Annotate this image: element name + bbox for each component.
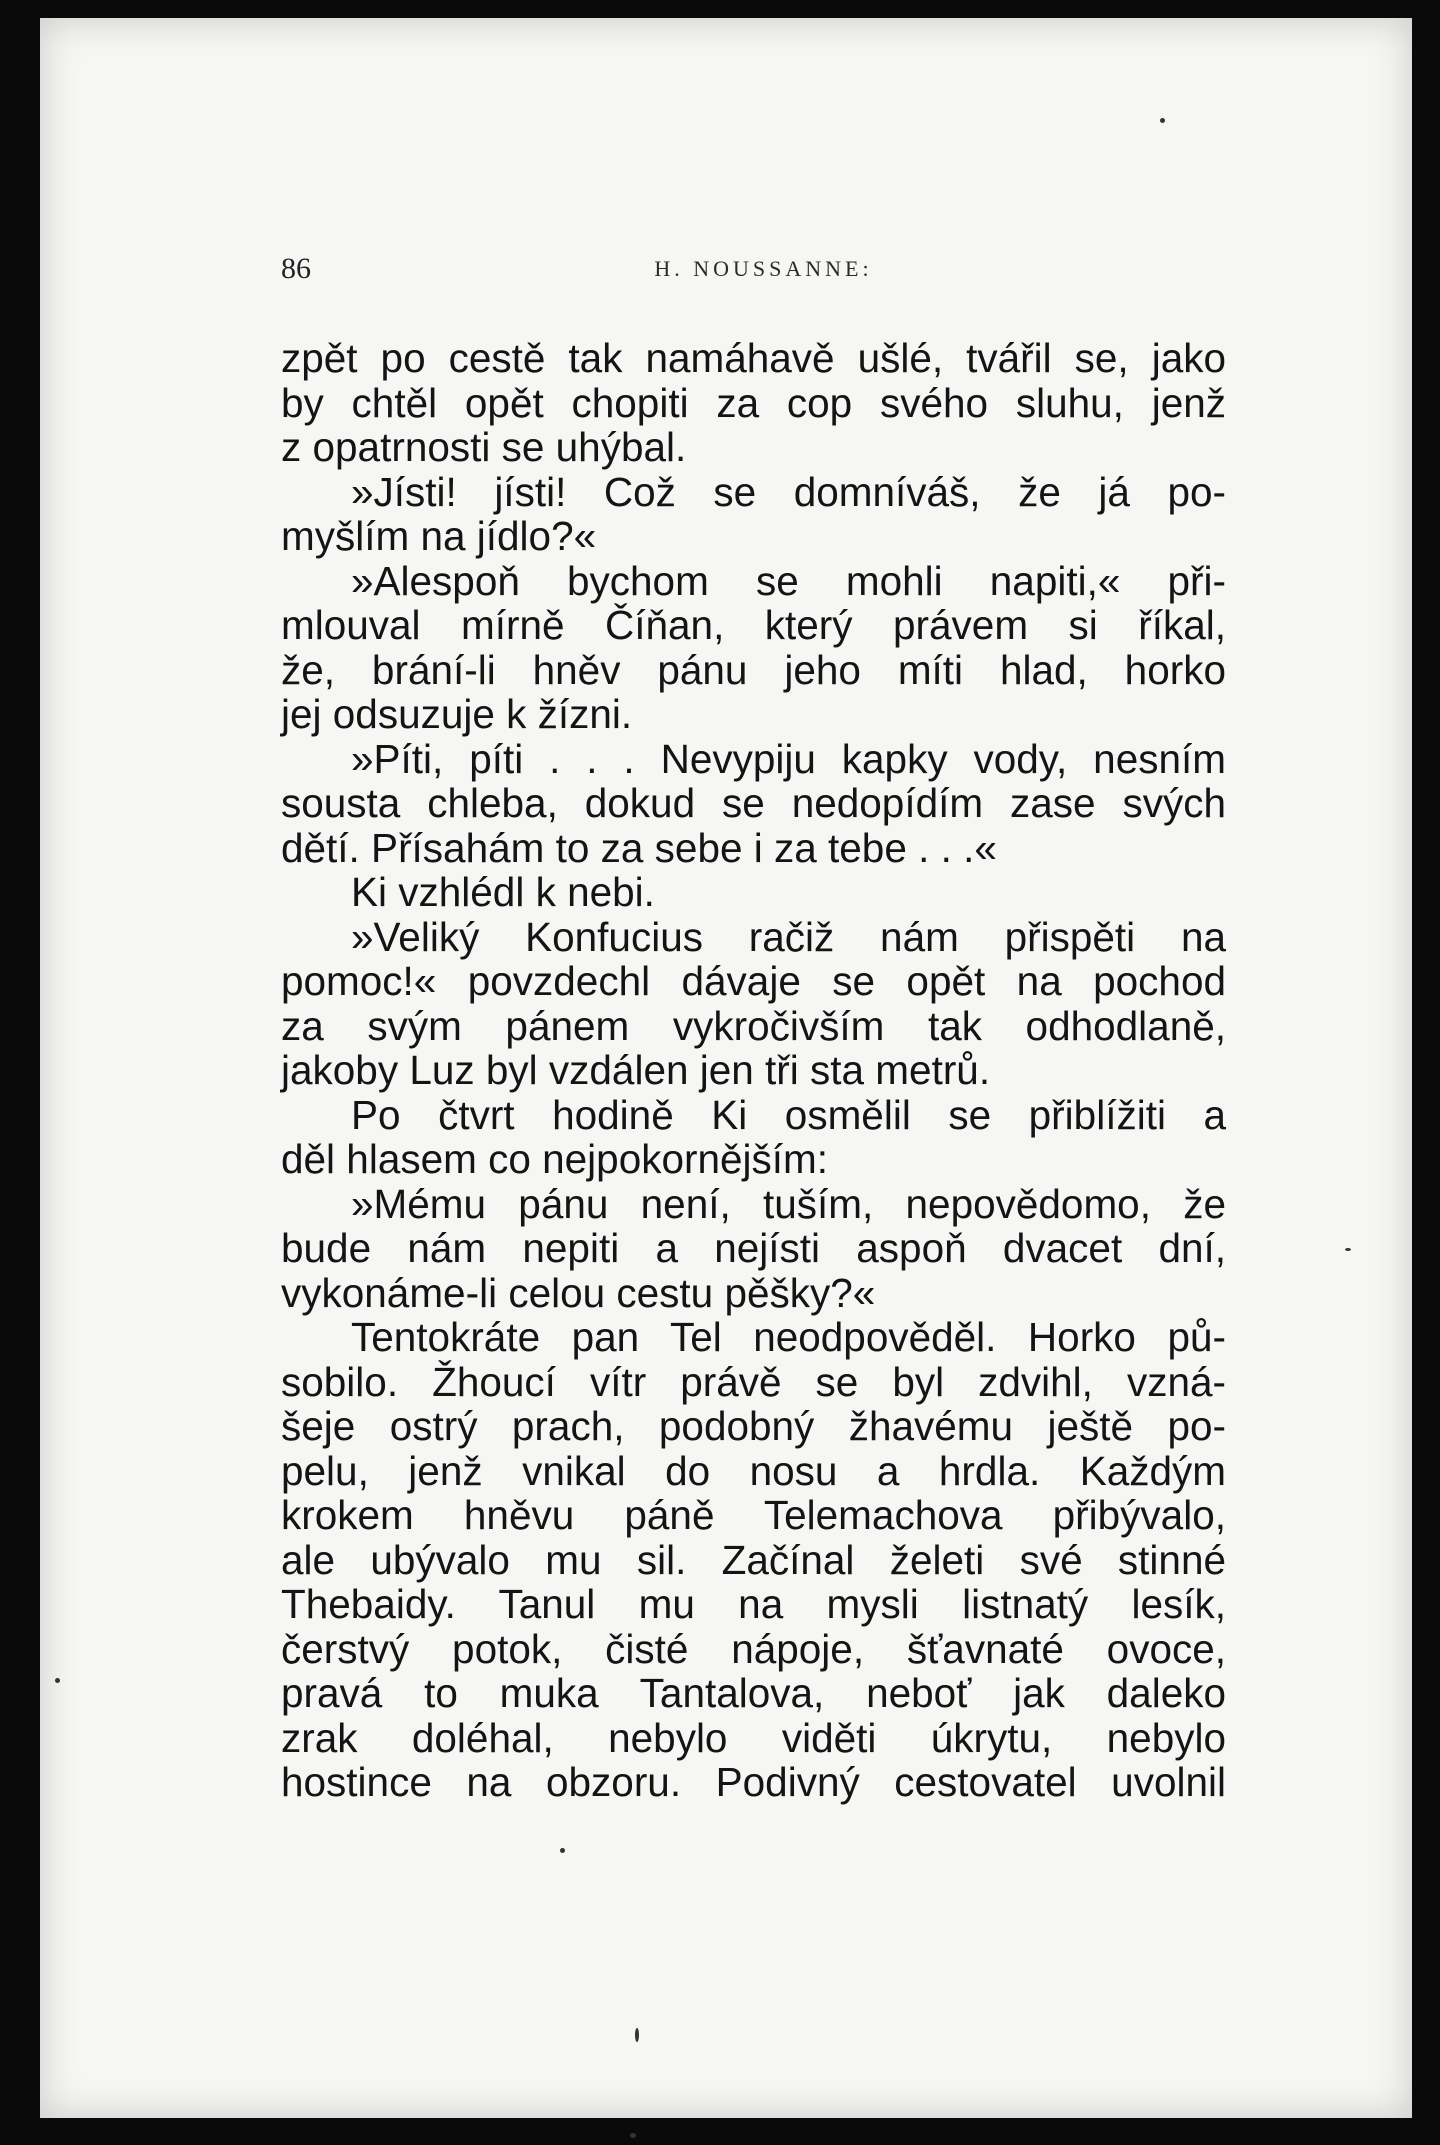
running-head: H. NOUSSANNE: [654,256,873,281]
text-line: zrak doléhal, nebylo viděti úkrytu, nebylo [281,1714,1226,1761]
text-line: děl hlasem co nejpokornějším: [281,1136,829,1182]
print-speck [560,1848,565,1853]
text-line: čerstvý potok, čisté nápoje, šťavnaté ovoce, [281,1625,1226,1672]
text-line: že, brání-li hněv pánu jeho míti hlad, horko [281,646,1226,693]
text-line: Thebaidy. Tanul mu na mysli listnatý lesík, [281,1581,1226,1627]
text-line: zpět po cestě tak namáhavě ušlé, tvářil se, jako [281,335,1226,381]
text-line: Po čtvrt hodině Ki osmělil se přiblížiti a [351,1091,1226,1138]
text-line: Tentokráte pan Tel neodpověděl. Horko pů- [351,1314,1226,1360]
page-number: 86 [281,252,311,285]
text-line: pelu, jenž vnikal do nosu a hrdla. Každým [281,1447,1226,1494]
text-line: ale ubývalo mu sil. Začínal želeti své stinné [281,1536,1226,1583]
print-speck [1345,1248,1351,1251]
text-line: »Píti, píti . . . Nevypiju kapky vody, nesním [351,735,1226,782]
text-line: jakoby Luz byl vzdálen jen tři sta metrů. [281,1047,991,1093]
text-line: mlouval mírně Číňan, který právem si říkal, [281,602,1226,648]
text-line: vykonáme-li celou cestu pěšky?« [281,1269,876,1316]
text-line: myšlím na jídlo?« [281,513,597,559]
text-line: bude nám nepiti a nejísti aspoň dvacet dní, [281,1225,1226,1271]
text-line: »Alespoň bychom se mohli napiti,« při- [351,557,1226,604]
print-speck [55,1678,60,1683]
text-line: »Veliký Konfucius račiž nám přispěti na [351,913,1226,960]
text-line: jej odsuzuje k žízni. [281,691,633,737]
text-line: sousta chleba, dokud se nedopídím zase svých [281,780,1226,826]
text-line: hostince na obzoru. Podivný cestovatel uvolnil [281,1759,1226,1805]
text-line: šeje ostrý prach, podobný žhavému ještě po- [281,1403,1226,1449]
text-line: Ki vzhlédl k nebi. [351,869,655,915]
text-line: krokem hněvu páně Telemachova přibývalo, [281,1492,1226,1538]
body-text [281,336,1226,1805]
text-line: pomoc!« povzdechl dávaje se opět na pochod [281,958,1226,1004]
print-speck [635,2028,639,2042]
text-line: »Mému pánu není, tuším, nepovědomo, že [351,1180,1226,1227]
text-line: sobilo. Žhoucí vítr právě se byl zdvihl, vzná- [281,1358,1226,1405]
text-line: z opatrnosti se uhýbal. [281,424,687,470]
text-line: dětí. Přísahám to za sebe i za tebe . . .« [281,824,997,871]
page-header [281,252,1226,292]
text-line: za svým pánem vykročivším tak odhodlaně, [281,1002,1226,1049]
print-speck [630,2133,636,2138]
text-line: »Jísti! jísti! Což se domníváš, že já po- [351,468,1226,515]
text-line: by chtěl opět chopiti za cop svého sluhu, jenž [281,379,1226,426]
text-line: pravá to muka Tantalova, neboť jak daleko [281,1670,1226,1716]
print-speck [1160,118,1165,123]
